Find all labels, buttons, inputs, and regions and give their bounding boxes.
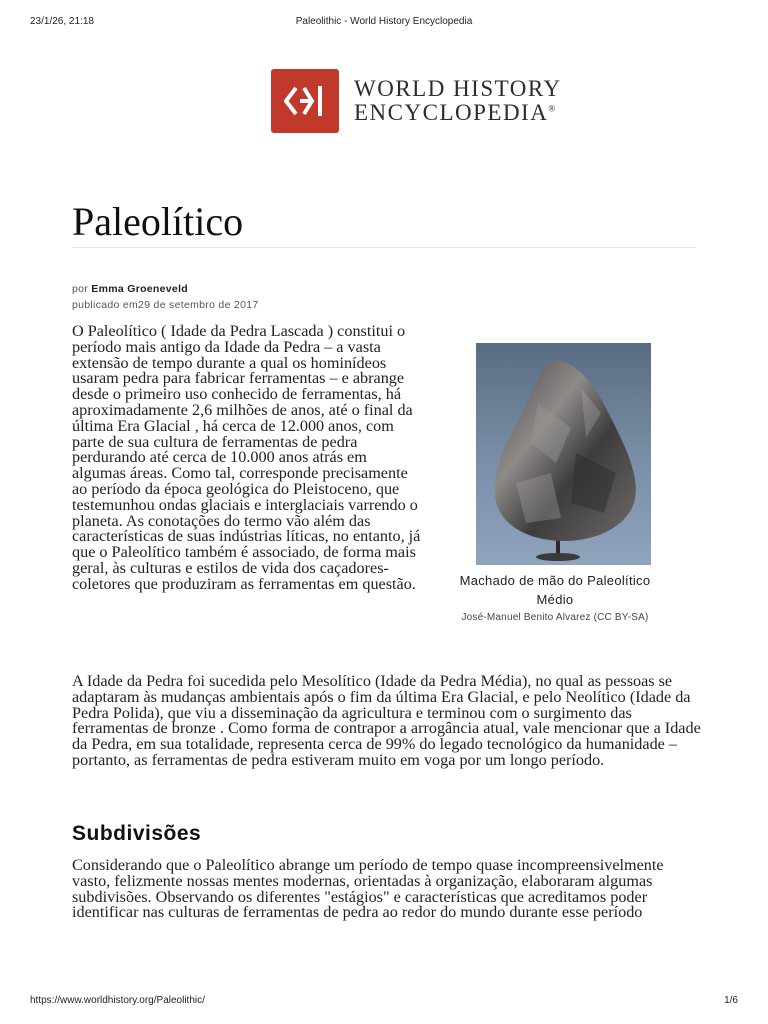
figure-credit: José-Manuel Benito Alvarez (CC BY-SA) [461, 612, 649, 623]
intro-paragraph: O Paleolítico ( Idade da Pedra Lascada ) constitui o período mais antigo da Idade da Pedra – a vasta extensão de tempo durante a qual os hominídeos usaram pedra para fabricar ferramentas – e abrange desde o primeiro uso conhecido de ferramentas, há aproximadamente 2,6 milhões de anos, até o final da última Era Glacial , há cerca de 12.000 anos, com parte de sua cultura de ferramentas de pedra perdurando até cerca de 10.000 anos atrás em algumas áreas. Como tal, corresponde precisamente ao período da época geológica do Pleistoceno, que testemunhou ondas glaciais e interglaciais varrendo o planeta. As conotações do termo vão além das características de suas indústrias líticas, no entanto, já que o Paleolítico também é associado, de forma mais geral, às culturas e estilos de vida dos caçadores-coletores que produziram as ferramentas em questão. [72, 322, 421, 593]
paragraph-2: A Idade da Pedra foi sucedida pelo Mesolítico (Idade da Pedra Média), no qual as pessoas se adaptaram às mudanças ambientais após o fim da última Era Glacial, e pelo Neolítico (Idade da Pedra Polida), que viu a disseminação da agricultura e terminou com o surgimento das ferramentas de bronze . Como forma de contrapor a arrogância atual, vale mencionar que a Idade da Pedra, em sua totalidade, representa cerca de 99% do legado tecnológico da humanidade – portanto, as ferramentas de pedra estiveram muito em voga por um longo período. [72, 672, 701, 769]
print-page-number: 1/6 [724, 995, 738, 1006]
print-url[interactable]: https://www.worldhistory.org/Paleolithic/ [30, 995, 205, 1006]
author-link[interactable]: Emma Groeneveld [91, 283, 188, 295]
logo-line-1: WORLD HISTORY [354, 75, 562, 101]
figure-caption: Machado de mão do Paleolítico Médio [459, 573, 651, 607]
publish-date: publicado em29 de setembro de 2017 [72, 299, 259, 311]
print-datetime: 23/1/26, 21:18 [30, 16, 94, 27]
by-prefix: por [72, 283, 89, 295]
paragraph-3: Considerando que o Paleolítico abrange um período de tempo quase incompreensivelmente vasto, felizmente nossas mentes modernas, orientadas à organização, elaboraram algumas subdivisões. Observando os diferentes "estágios" e características que acreditamos poder identificar nas culturas de ferramentas de pedra ao redor do mundo durante esse período [72, 856, 664, 922]
page-title: Paleolítico [72, 199, 244, 244]
logo-line-2 [354, 101, 562, 125]
logo-line-2-text: ENCYCLOPEDIA [354, 100, 549, 125]
logo-text [354, 77, 562, 125]
article-figure [440, 343, 670, 623]
title-divider [72, 247, 696, 248]
print-page-title: Paleolithic - World History Encyclopedia [295, 16, 473, 27]
site-logo[interactable] [271, 69, 562, 133]
logo-trademark: ® [548, 103, 557, 114]
author-line [72, 281, 259, 297]
logo-mark-icon [271, 69, 339, 133]
section-heading-subdivisions: Subdivisões [72, 822, 202, 845]
byline [72, 281, 259, 313]
hand-axe-image[interactable] [476, 343, 651, 565]
